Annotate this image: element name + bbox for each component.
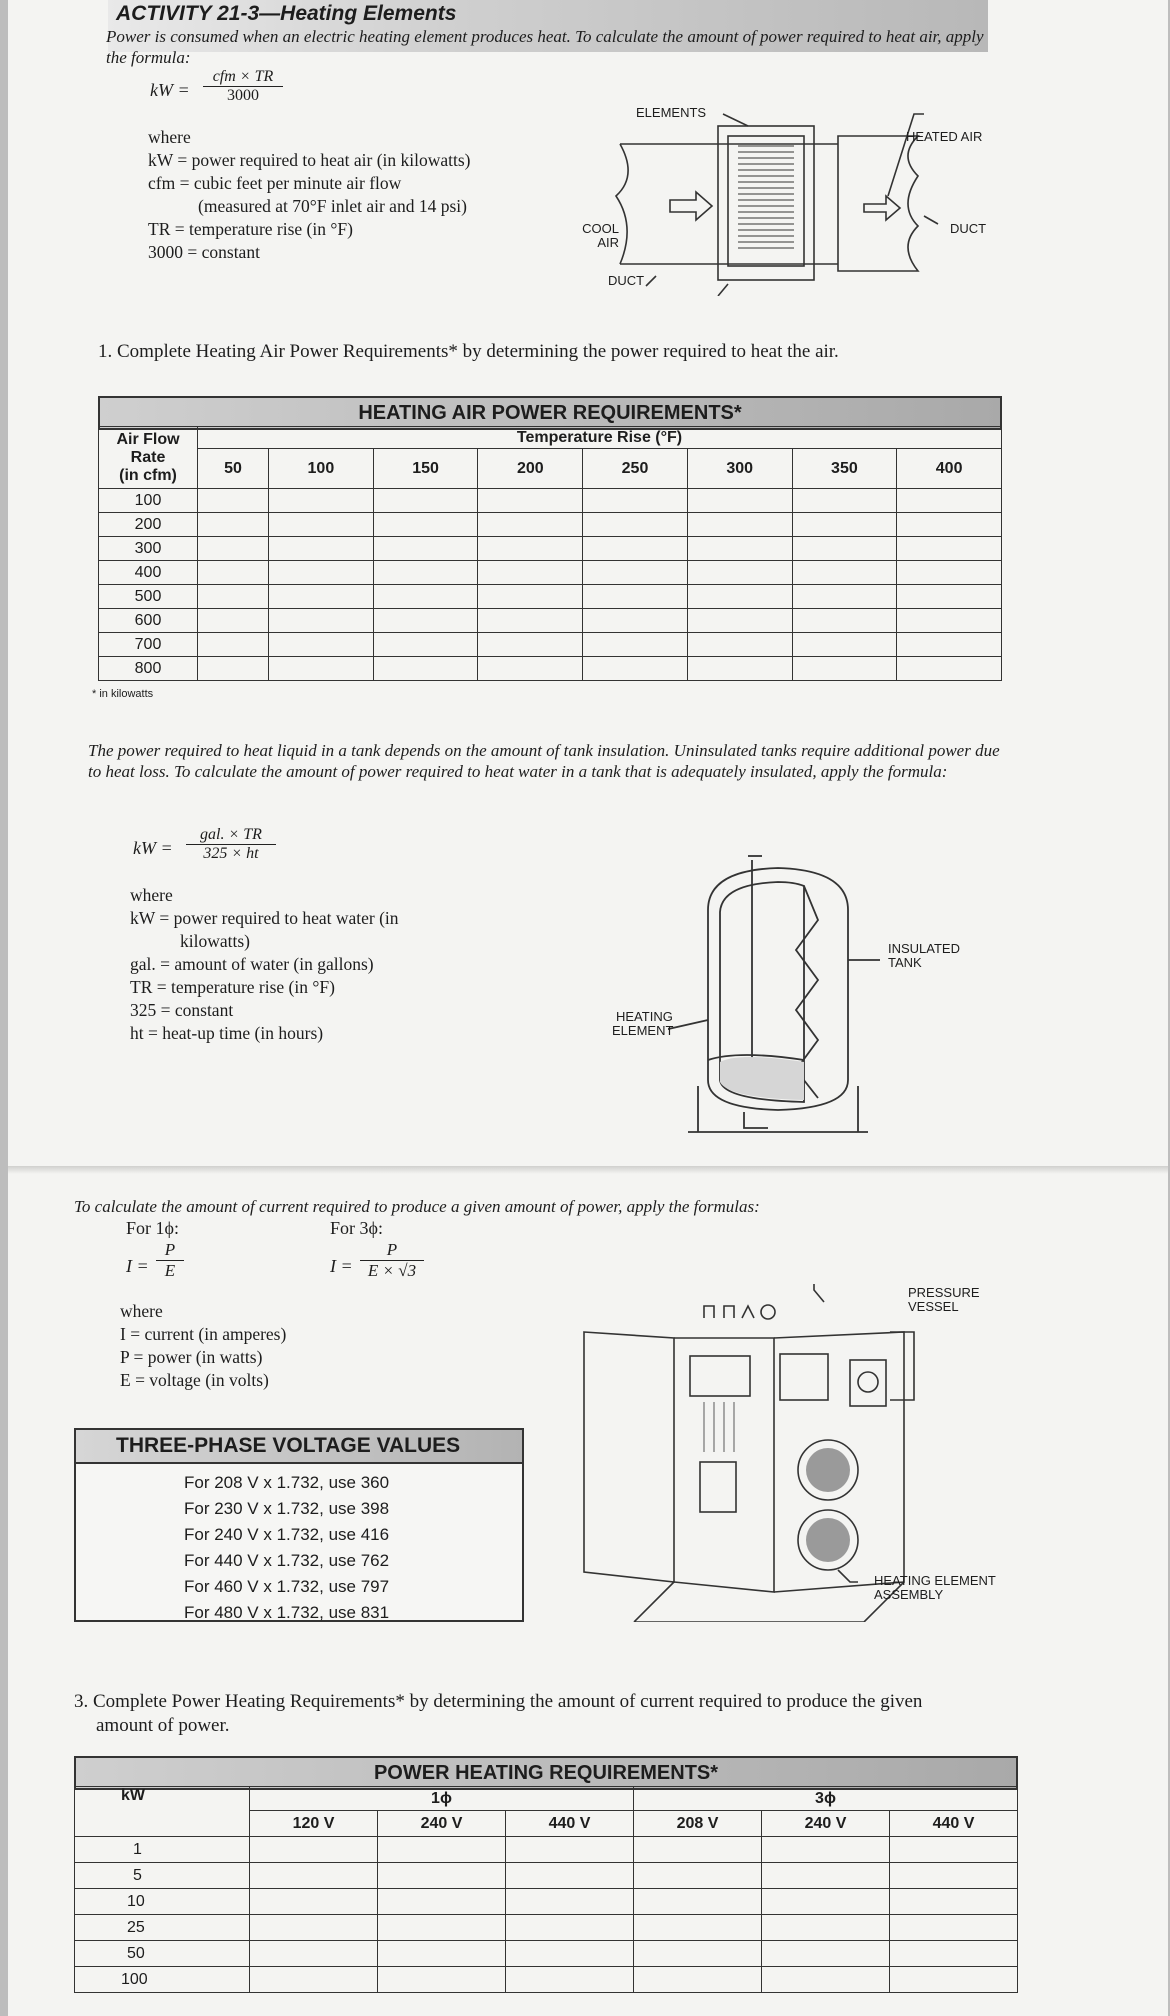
def-tr: TR = temperature rise (in °F) (130, 977, 335, 997)
table1-footnote: * in kilowatts (92, 688, 154, 700)
label-pressure: PRESSURE (908, 1285, 980, 1300)
label-vessel: VESSEL (908, 1299, 959, 1314)
label-heated-air: HEATED AIR (906, 129, 983, 144)
answer-cell[interactable] (792, 609, 897, 633)
answer-cell[interactable] (897, 561, 1002, 585)
answer-cell[interactable] (687, 609, 792, 633)
answer-cell[interactable] (890, 1889, 1018, 1915)
answer-cell[interactable] (198, 537, 269, 561)
answer-cell[interactable] (792, 513, 897, 537)
row-label: 800 (99, 657, 198, 681)
cabinet-side (674, 1338, 774, 1592)
answer-cell[interactable] (198, 633, 269, 657)
col-208v: 208 V (634, 1811, 762, 1837)
answer-cell[interactable] (373, 489, 478, 513)
top-gauge (761, 1305, 775, 1319)
answer-cell[interactable] (478, 513, 583, 537)
duct-heater-diagram (568, 96, 1008, 296)
answer-cell[interactable] (478, 657, 583, 681)
answer-cell[interactable] (378, 1889, 506, 1915)
answer-cell[interactable] (762, 1837, 890, 1863)
answer-cell[interactable] (687, 561, 792, 585)
answer-cell[interactable] (250, 1837, 378, 1863)
answer-cell[interactable] (250, 1967, 378, 1993)
section3-intro: To calculate the amount of current required to produce a given amount of power, apply the formulas: (74, 1197, 760, 1216)
side-pipes (890, 1332, 914, 1400)
def-kw: kW = power required to heat water (in (130, 908, 399, 928)
answer-cell[interactable] (506, 1915, 634, 1941)
def-ht: ht = heat-up time (in hours) (130, 1023, 324, 1043)
def-p: P = power (in watts) (120, 1347, 263, 1367)
answer-cell[interactable] (583, 537, 688, 561)
paper-fold (8, 1166, 1168, 1174)
formula4-fraction (360, 1240, 424, 1281)
row-label: 600 (99, 609, 198, 633)
def-i: I = current (in amperes) (120, 1324, 287, 1344)
heating-element-leader (838, 1570, 858, 1582)
element-housing (718, 126, 814, 280)
answer-cell[interactable] (378, 1837, 506, 1863)
answer-cell[interactable] (762, 1967, 890, 1993)
boiler-cabinet-diagram (574, 1282, 954, 1622)
label-duct-right: DUCT (950, 221, 987, 236)
answer-cell[interactable] (634, 1889, 762, 1915)
air-flow-header: Air Flow Rate (in cfm) (99, 427, 198, 489)
answer-cell[interactable] (687, 657, 792, 681)
formula4-lhs: I = (330, 1256, 353, 1276)
answer-cell[interactable] (792, 561, 897, 585)
three-phase-value: For 440 V x 1.732, use 762 (184, 1551, 390, 1570)
heating-coils (738, 146, 794, 248)
single-phase-header: 1ϕ (250, 1787, 634, 1811)
answer-cell[interactable] (478, 537, 583, 561)
col-250: 250 (583, 449, 688, 489)
answer-cell[interactable] (373, 657, 478, 681)
label-tank: TANK (888, 955, 922, 970)
power-heating-table (74, 1786, 1018, 1993)
answer-cell[interactable] (792, 633, 897, 657)
answer-cell[interactable] (478, 633, 583, 657)
col-100: 100 (269, 449, 374, 489)
row-label: 1 (75, 1837, 250, 1863)
row-label: 700 (99, 633, 198, 657)
where-label: where (130, 885, 173, 905)
drain-pipe (744, 1112, 768, 1128)
col-240v: 240 V (378, 1811, 506, 1837)
duct-leader (718, 284, 728, 296)
answer-cell[interactable] (478, 609, 583, 633)
answer-cell[interactable] (583, 561, 688, 585)
answer-cell[interactable] (269, 513, 374, 537)
answer-cell[interactable] (890, 1915, 1018, 1941)
answer-cell[interactable] (890, 1967, 1018, 1993)
col-400: 400 (897, 449, 1002, 489)
heated-air-leader (888, 114, 924, 196)
formula2-lhs: kW = (133, 838, 173, 858)
cabinet-door (584, 1332, 674, 1582)
section2-intro: The power required to heat liquid in a tank depends on the amount of tank insulation. Uninsulated tanks require additional power due to heat loss. To calculate the amount of power required to heat water in a tank that is adequately insulated, apply the formula: (88, 741, 1000, 781)
question-3-line-2: amount of power. (96, 1715, 230, 1736)
answer-cell[interactable] (250, 1889, 378, 1915)
def-cfm-note: (measured at 70°F inlet air and 14 psi) (198, 196, 467, 216)
cool-air-arrow (670, 192, 712, 220)
answer-cell[interactable] (583, 585, 688, 609)
section3-definitions (120, 1300, 286, 1392)
answer-cell[interactable] (897, 513, 1002, 537)
answer-cell[interactable] (250, 1863, 378, 1889)
row-label: 100 (99, 489, 198, 513)
col-350: 350 (792, 449, 897, 489)
row-label: 25 (75, 1915, 250, 1941)
answer-cell[interactable] (634, 1941, 762, 1967)
answer-cell[interactable] (687, 489, 792, 513)
label-assembly: ASSEMBLY (874, 1587, 944, 1602)
answer-cell[interactable] (506, 1837, 634, 1863)
formula3-fraction (156, 1240, 184, 1281)
row-label: 100 (75, 1967, 250, 1993)
answer-cell[interactable] (198, 513, 269, 537)
answer-cell[interactable] (373, 513, 478, 537)
formula2-fraction (186, 826, 276, 863)
answer-cell[interactable] (897, 657, 1002, 681)
col-120v: 120 V (250, 1811, 378, 1837)
section2-definitions (130, 884, 399, 1045)
heating-air-table (98, 426, 1002, 681)
answer-cell[interactable] (269, 585, 374, 609)
formula2-numerator: gal. × TR (186, 826, 276, 845)
section1-intro: Power is consumed when an electric heating element produces heat. To calculate the amount of power required to heat air, apply the formula: (106, 27, 984, 67)
answer-cell[interactable] (634, 1967, 762, 1993)
element-frame (728, 136, 804, 266)
col-440v-3ph: 440 V (890, 1811, 1018, 1837)
activity-title: ACTIVITY 21-3—Heating Elements (116, 2, 457, 25)
answer-cell[interactable] (762, 1941, 890, 1967)
formula1-denominator: 3000 (227, 87, 259, 104)
elements-leader (723, 114, 748, 126)
col-50: 50 (198, 449, 269, 489)
answer-cell[interactable] (583, 633, 688, 657)
where-label: where (148, 127, 191, 147)
row-label: 10 (75, 1889, 250, 1915)
label-heating-element: HEATING ELEMENT (874, 1573, 996, 1588)
three-phase-value: For 208 V x 1.732, use 360 (184, 1473, 390, 1492)
def-gal: gal. = amount of water (in gallons) (130, 954, 374, 974)
formula4-numerator: P (360, 1240, 424, 1261)
answer-cell[interactable] (792, 585, 897, 609)
answer-cell[interactable] (762, 1915, 890, 1941)
answer-cell[interactable] (762, 1863, 890, 1889)
cool-air-leader (646, 276, 656, 286)
answer-cell[interactable] (634, 1915, 762, 1941)
answer-cell[interactable] (792, 657, 897, 681)
three-phase-value: For 230 V x 1.732, use 398 (184, 1499, 390, 1518)
answer-cell[interactable] (269, 657, 374, 681)
def-constant: 325 = constant (130, 1000, 234, 1020)
wiring (704, 1402, 734, 1452)
answer-cell[interactable] (890, 1837, 1018, 1863)
def-cfm: cfm = cubic feet per minute air flow (148, 173, 402, 193)
label-heating: HEATING (616, 1009, 673, 1024)
answer-cell[interactable] (198, 585, 269, 609)
answer-cell[interactable] (198, 489, 269, 513)
relay-block (700, 1462, 736, 1512)
answer-cell[interactable] (897, 633, 1002, 657)
three-phase-value: For 460 V x 1.732, use 797 (184, 1577, 390, 1596)
answer-cell[interactable] (687, 633, 792, 657)
col-150: 150 (373, 449, 478, 489)
def-tr: TR = temperature rise (in °F) (148, 219, 353, 239)
answer-cell[interactable] (378, 1863, 506, 1889)
col-440v: 440 V (506, 1811, 634, 1837)
table1-title: HEATING AIR POWER REQUIREMENTS* (98, 396, 1002, 430)
answer-cell[interactable] (250, 1915, 378, 1941)
three-phase-title: THREE-PHASE VOLTAGE VALUES (76, 1430, 522, 1464)
row-label: 50 (75, 1941, 250, 1967)
element-coils (806, 1448, 850, 1562)
answer-cell[interactable] (583, 489, 688, 513)
formula4-denominator: E × √3 (367, 1261, 417, 1280)
answer-cell[interactable] (634, 1863, 762, 1889)
temperature-rise-header: Temperature Rise (°F) (198, 427, 1002, 449)
answer-cell[interactable] (762, 1889, 890, 1915)
label-element: ELEMENT (612, 1023, 674, 1038)
answer-cell[interactable] (269, 537, 374, 561)
formula3-numerator: P (156, 1240, 184, 1261)
where-label: where (120, 1301, 163, 1321)
answer-cell[interactable] (373, 537, 478, 561)
answer-cell[interactable] (250, 1941, 378, 1967)
answer-cell[interactable] (687, 537, 792, 561)
answer-cell[interactable] (897, 609, 1002, 633)
answer-cell[interactable] (792, 537, 897, 561)
answer-cell[interactable] (687, 585, 792, 609)
section1-definitions (148, 126, 471, 264)
pressure-gauge (858, 1372, 878, 1392)
row-label: 500 (99, 585, 198, 609)
label-cool: COOL (582, 221, 619, 236)
answer-cell[interactable] (373, 609, 478, 633)
answer-cell[interactable] (634, 1837, 762, 1863)
formula1-lhs: kW = (150, 80, 190, 100)
pressure-vessel-leader (814, 1284, 824, 1302)
water-fill (720, 1057, 804, 1100)
three-phase-values-box (74, 1428, 524, 1622)
col-240v-3ph: 240 V (762, 1811, 890, 1837)
answer-cell[interactable] (506, 1889, 634, 1915)
def-kw-cont: kilowatts) (180, 931, 250, 951)
answer-cell[interactable] (506, 1967, 634, 1993)
answer-cell[interactable] (890, 1941, 1018, 1967)
table2-title: POWER HEATING REQUIREMENTS* (74, 1756, 1018, 1790)
worksheet-page (8, 0, 1168, 2016)
row-label: 400 (99, 561, 198, 585)
cabinet-base (634, 1582, 904, 1622)
answer-cell[interactable] (897, 537, 1002, 561)
def-kw: kW = power required to heat air (in kilowatts) (148, 150, 471, 170)
answer-cell[interactable] (897, 489, 1002, 513)
gauge-housing (850, 1360, 886, 1406)
answer-cell[interactable] (897, 585, 1002, 609)
formula1-numerator: cfm × TR (203, 68, 283, 87)
formula3-denominator: E (164, 1261, 176, 1280)
def-e: E = voltage (in volts) (120, 1370, 269, 1390)
control-box (780, 1354, 828, 1400)
answer-cell[interactable] (583, 609, 688, 633)
answer-cell[interactable] (478, 561, 583, 585)
question-3-line-1: 3. Complete Power Heating Requirements* by determining the amount of current required to produce the given (74, 1691, 923, 1712)
top-valve (742, 1306, 754, 1318)
kw-header: kW (75, 1787, 250, 1837)
answer-cell[interactable] (378, 1967, 506, 1993)
duct-right-leader (924, 216, 938, 224)
answer-cell[interactable] (583, 513, 688, 537)
def-constant: 3000 = constant (148, 242, 260, 262)
row-label: 200 (99, 513, 198, 537)
answer-cell[interactable] (373, 633, 478, 657)
formula1-fraction (203, 68, 283, 105)
label-air: AIR (597, 235, 619, 250)
answer-cell[interactable] (792, 489, 897, 513)
row-label: 5 (75, 1863, 250, 1889)
question-1: 1. Complete Heating Air Power Requirements* by determining the power required to heat the air. (98, 341, 839, 362)
label-duct-bottom: DUCT (608, 273, 645, 288)
question-3 (74, 1690, 1054, 1738)
answer-cell[interactable] (373, 561, 478, 585)
answer-cell[interactable] (269, 561, 374, 585)
answer-cell[interactable] (687, 513, 792, 537)
insulated-tank-diagram (668, 850, 888, 1140)
left-duct (620, 144, 838, 264)
answer-cell[interactable] (583, 657, 688, 681)
single-phase-label: For 1ϕ: (126, 1218, 179, 1238)
answer-cell[interactable] (378, 1915, 506, 1941)
top-fittings (704, 1306, 734, 1318)
col-300: 300 (687, 449, 792, 489)
three-phase-value: For 480 V x 1.732, use 831 (184, 1603, 390, 1622)
answer-cell[interactable] (378, 1941, 506, 1967)
answer-cell[interactable] (506, 1863, 634, 1889)
three-phase-header: 3ϕ (634, 1787, 1018, 1811)
answer-cell[interactable] (198, 657, 269, 681)
answer-cell[interactable] (198, 609, 269, 633)
answer-cell[interactable] (269, 633, 374, 657)
answer-cell[interactable] (890, 1863, 1018, 1889)
answer-cell[interactable] (198, 561, 269, 585)
row-label: 300 (99, 537, 198, 561)
formula3-lhs: I = (126, 1256, 149, 1276)
answer-cell[interactable] (269, 489, 374, 513)
label-elements: ELEMENTS (636, 105, 707, 120)
heating-element-leader (668, 1020, 708, 1030)
label-insulated: INSULATED (888, 941, 960, 956)
answer-cell[interactable] (269, 609, 374, 633)
three-phase-value: For 240 V x 1.732, use 416 (184, 1525, 390, 1544)
control-panel (690, 1356, 750, 1396)
formula2-denominator: 325 × ht (203, 845, 259, 862)
answer-cell[interactable] (478, 489, 583, 513)
answer-cell[interactable] (506, 1941, 634, 1967)
answer-cell[interactable] (373, 585, 478, 609)
three-phase-label: For 3ϕ: (330, 1218, 383, 1238)
answer-cell[interactable] (478, 585, 583, 609)
col-200: 200 (478, 449, 583, 489)
heated-air-arrow (864, 196, 900, 220)
